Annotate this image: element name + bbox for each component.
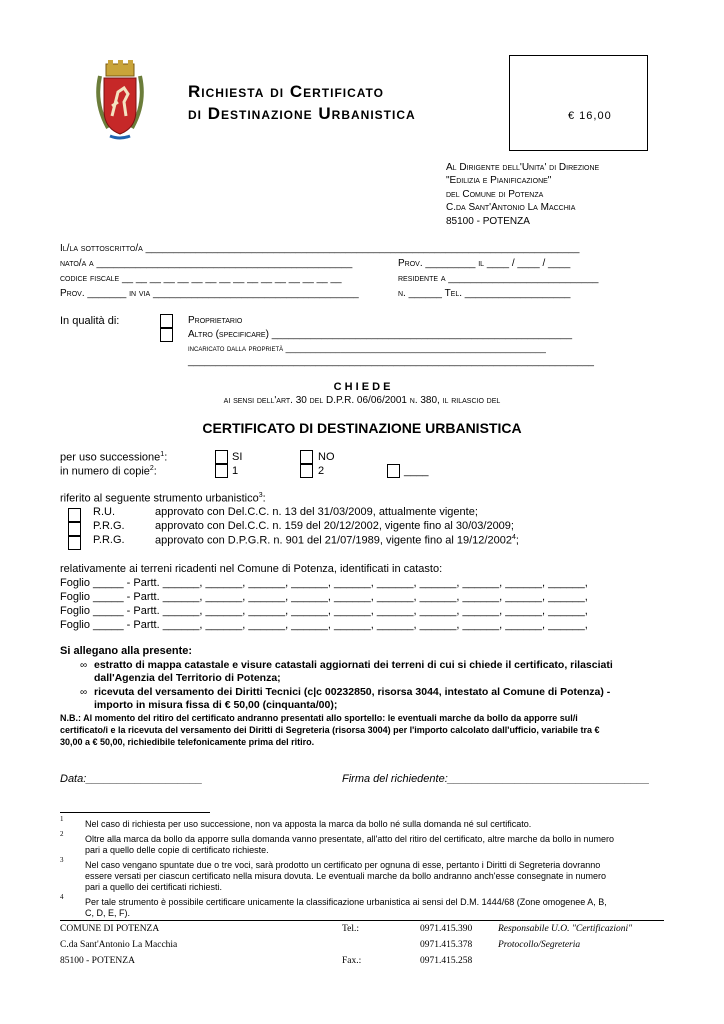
coat-of-arms xyxy=(88,58,152,140)
footnote-ref: 2 xyxy=(149,465,154,472)
copies-other-field[interactable]: ____ xyxy=(404,465,429,477)
instrument-text-row xyxy=(155,534,519,547)
addressee-line: "Edilizia e Pianificazione" xyxy=(446,175,552,186)
nb-note: certificato/i e la ricevuta del versamento dei Diritti di Segreteria (risorsa 3004) per l'importo calcolato dall'ufficio, variabile tra € xyxy=(60,725,600,735)
addressee-line: C.da Sant'Antonio La Macchia xyxy=(446,202,576,213)
attachment-item: importo in misura fissa di € 50,00 (cinquanta/00); xyxy=(94,699,338,711)
footer-fax: 0971.415.258 xyxy=(420,956,473,966)
owner-checkbox[interactable] xyxy=(160,314,173,328)
land-intro: relativamente ai terreni ricadenti nel Comune di Potenza, identificati in catasto: xyxy=(60,563,443,575)
parcel-row-field[interactable]: Foglio _____ - Partt. ______, ______, ______, ______, ______, ______, ______, ______, ______, ______, xyxy=(60,577,588,589)
copies-label-text: in numero di copie xyxy=(60,465,150,478)
copies-2-label: 2 xyxy=(318,465,325,477)
instrument-label xyxy=(60,492,266,505)
nb-note: 30,00 a € 50,00, richiedibile telefonicamente prima del ritiro. xyxy=(60,737,315,747)
number-phone-field[interactable]: n. ______ Tel. ___________________ xyxy=(398,288,571,299)
footnote-ref: 3 xyxy=(258,492,263,499)
footnote-text: essere versati per ciascun certificato nella misura dovuta. Le eventuali marche da bollo andranno anch'esse consegnate in numero xyxy=(85,871,607,881)
copies-1-label: 1 xyxy=(232,465,239,477)
footer-office: COMUNE DI POTENZA xyxy=(60,924,160,934)
footer-phone: 0971.415.390 xyxy=(420,924,473,934)
footnote-text: Oltre alla marca da bollo da apporre sulla domanda vanno presentate, all'atto del ritiro del certificato, altre marche da bollo in numero xyxy=(85,834,615,844)
instrument-text: approvato con Del.C.C. n. 159 del 20/12/2002, vigente fino al 30/03/2009; xyxy=(155,520,514,532)
parcel-row-field[interactable]: Foglio _____ - Partt. ______, ______, ______, ______, ______, ______, ______, ______, ______, ______, xyxy=(60,619,588,631)
footer-address: C.da Sant'Antonio La Macchia xyxy=(60,940,178,950)
footnote-text: Per tale strumento è possibile certificare unicamente la classificazione urbanistica ai sensi del D.M. 1444/68 (Zone omogenee A, B, xyxy=(85,897,607,907)
applicant-name-field[interactable]: Il/la sottoscritto/a ______________________________________________________________________________ xyxy=(60,243,580,254)
tax-code-field[interactable]: codice fiscale __ __ __ __ __ __ __ __ __ __ __ __ __ __ __ __ xyxy=(60,273,342,284)
prg-1989-checkbox[interactable] xyxy=(68,536,81,550)
request-verb: C H I E D E xyxy=(333,381,391,393)
page-title-line2: di Destinazione Urbanistica xyxy=(188,104,416,123)
instrument-text: approvato con D.P.G.R. n. 901 del 21/07/1989, vigente fino al 19/12/2002 xyxy=(155,534,512,547)
legal-reference: ai sensi dell'art. 30 del D.P.R. 06/06/2001 n. 380, il rilascio del xyxy=(223,395,501,406)
footnote-text: Nel caso di richiesta per uso successione, non va apposta la marca da bollo né sulla domanda né sul certificato. xyxy=(85,819,532,829)
instrument-code: P.R.G. xyxy=(93,520,125,532)
footnote-separator xyxy=(60,812,210,813)
succession-no-checkbox[interactable] xyxy=(300,450,313,464)
footer-role: Responsabile U.O. "Certificazioni" xyxy=(498,924,633,934)
footnote-number: 2 xyxy=(60,830,64,838)
birthplace-field[interactable]: nato/a a ______________________________________________ xyxy=(60,258,353,269)
succession-no-label: NO xyxy=(318,451,335,463)
footnote-number: 4 xyxy=(60,893,64,901)
other-checkbox[interactable] xyxy=(160,328,173,342)
owner-option-label: Proprietario xyxy=(188,315,243,326)
delegate-option-field[interactable]: incaricato dalla proprietà ____________________________________________________ xyxy=(188,343,546,353)
footnote-ref: 1 xyxy=(160,451,165,458)
colon: : xyxy=(164,451,168,464)
ru-checkbox[interactable] xyxy=(68,508,81,522)
certificate-heading: CERTIFICATO DI DESTINAZIONE URBANISTICA xyxy=(202,420,522,436)
footnote-text: Nel caso vengano spuntate due o tre voci, sarà prodotto un certificato per ognuna di esse, pertanto i Diritti di Segreteria dovranno xyxy=(85,860,601,870)
stamp-amount: € 16,00 xyxy=(568,110,612,122)
colon: : xyxy=(262,492,266,505)
attachment-item: ricevuta del versamento dei Diritti Tecnici (c|c 00232850, risorsa 3044, intestato al Comune di Potenza) - xyxy=(94,686,611,698)
capacity-label: In qualità di: xyxy=(60,315,120,327)
succession-yes-label: SI xyxy=(232,451,243,463)
footnote-ref: 4 xyxy=(511,534,516,541)
colon: : xyxy=(153,465,157,478)
attachments-heading: Si allegano alla presente: xyxy=(60,645,193,657)
copies-other-checkbox[interactable] xyxy=(387,464,400,478)
extra-line-field[interactable]: _________________________________________________________________________ xyxy=(188,356,594,367)
footnote-text: pari a quello delle copie di certificato richieste. xyxy=(85,845,269,855)
parcel-row-field[interactable]: Foglio _____ - Partt. ______, ______, ______, ______, ______, ______, ______, ______, ______, ______, xyxy=(60,605,588,617)
copies-label xyxy=(60,465,157,478)
succession-yes-checkbox[interactable] xyxy=(215,450,228,464)
footnote-number: 3 xyxy=(60,856,64,864)
succession-label xyxy=(60,451,167,464)
residence-field[interactable]: residente a ___________________________ xyxy=(398,273,599,284)
other-option-field[interactable]: Altro (specificare) ______________________________________________________ xyxy=(188,329,573,340)
date-field[interactable]: Data:___________________ xyxy=(60,773,203,785)
bullet-icon: ∞ xyxy=(80,687,88,698)
stamp-box xyxy=(509,55,648,151)
addressee-line: 85100 - POTENZA xyxy=(446,216,530,227)
address-field[interactable]: Prov. _______ in via _____________________________________ xyxy=(60,288,359,299)
footnote-number: 1 xyxy=(60,815,64,823)
footer-phone: 0971.415.378 xyxy=(420,940,473,950)
footer-divider xyxy=(60,920,664,921)
footer-city: 85100 - POTENZA xyxy=(60,956,135,966)
footer-role: Protocollo/Segreteria xyxy=(498,940,581,950)
addressee-line: Al Dirigente dell'Unita' di Direzione xyxy=(446,162,600,173)
instrument-label-text: riferito al seguente strumento urbanistico xyxy=(60,492,259,505)
semicolon: ; xyxy=(515,534,519,547)
attachment-item: dall'Agenzia del Territorio di Potenza; xyxy=(94,672,281,684)
instrument-text: approvato con Del.C.C. n. 13 del 31/03/2009, attualmente vigente; xyxy=(155,506,478,518)
footnote-text: C, D, E, F). xyxy=(85,908,130,918)
bullet-icon: ∞ xyxy=(80,660,88,671)
succession-label-text: per uso successione xyxy=(60,451,161,464)
copies-2-checkbox[interactable] xyxy=(300,464,313,478)
nb-note: N.B.: Al momento del ritiro del certificato andranno presentati allo sportello: le eventuali marche da bollo da apporre sul/i xyxy=(60,713,578,723)
addressee-line: del Comune di Potenza xyxy=(446,189,544,200)
birth-province-date-field[interactable]: Prov. _________ il ____ / ____ / ____ xyxy=(398,258,571,269)
footer-fax-label: Fax.: xyxy=(342,956,362,966)
parcel-row-field[interactable]: Foglio _____ - Partt. ______, ______, ______, ______, ______, ______, ______, ______, ______, ______, xyxy=(60,591,588,603)
signature-field[interactable]: Firma del richiedente:_________________________________ xyxy=(342,773,650,785)
page-title-line1: Richiesta di Certificato xyxy=(188,82,384,101)
footnote-text: pari a quello dei certificati richiesti. xyxy=(85,882,223,892)
prg-2002-checkbox[interactable] xyxy=(68,522,81,536)
footer-tel-label: Tel.: xyxy=(342,924,360,934)
instrument-code: P.R.G. xyxy=(93,534,125,546)
copies-1-checkbox[interactable] xyxy=(215,464,228,478)
attachment-item: estratto di mappa catastale e visure catastali aggiornati dei terreni di cui si chiede il certificato, rilasciati xyxy=(94,659,613,671)
instrument-code: R.U. xyxy=(93,506,115,518)
